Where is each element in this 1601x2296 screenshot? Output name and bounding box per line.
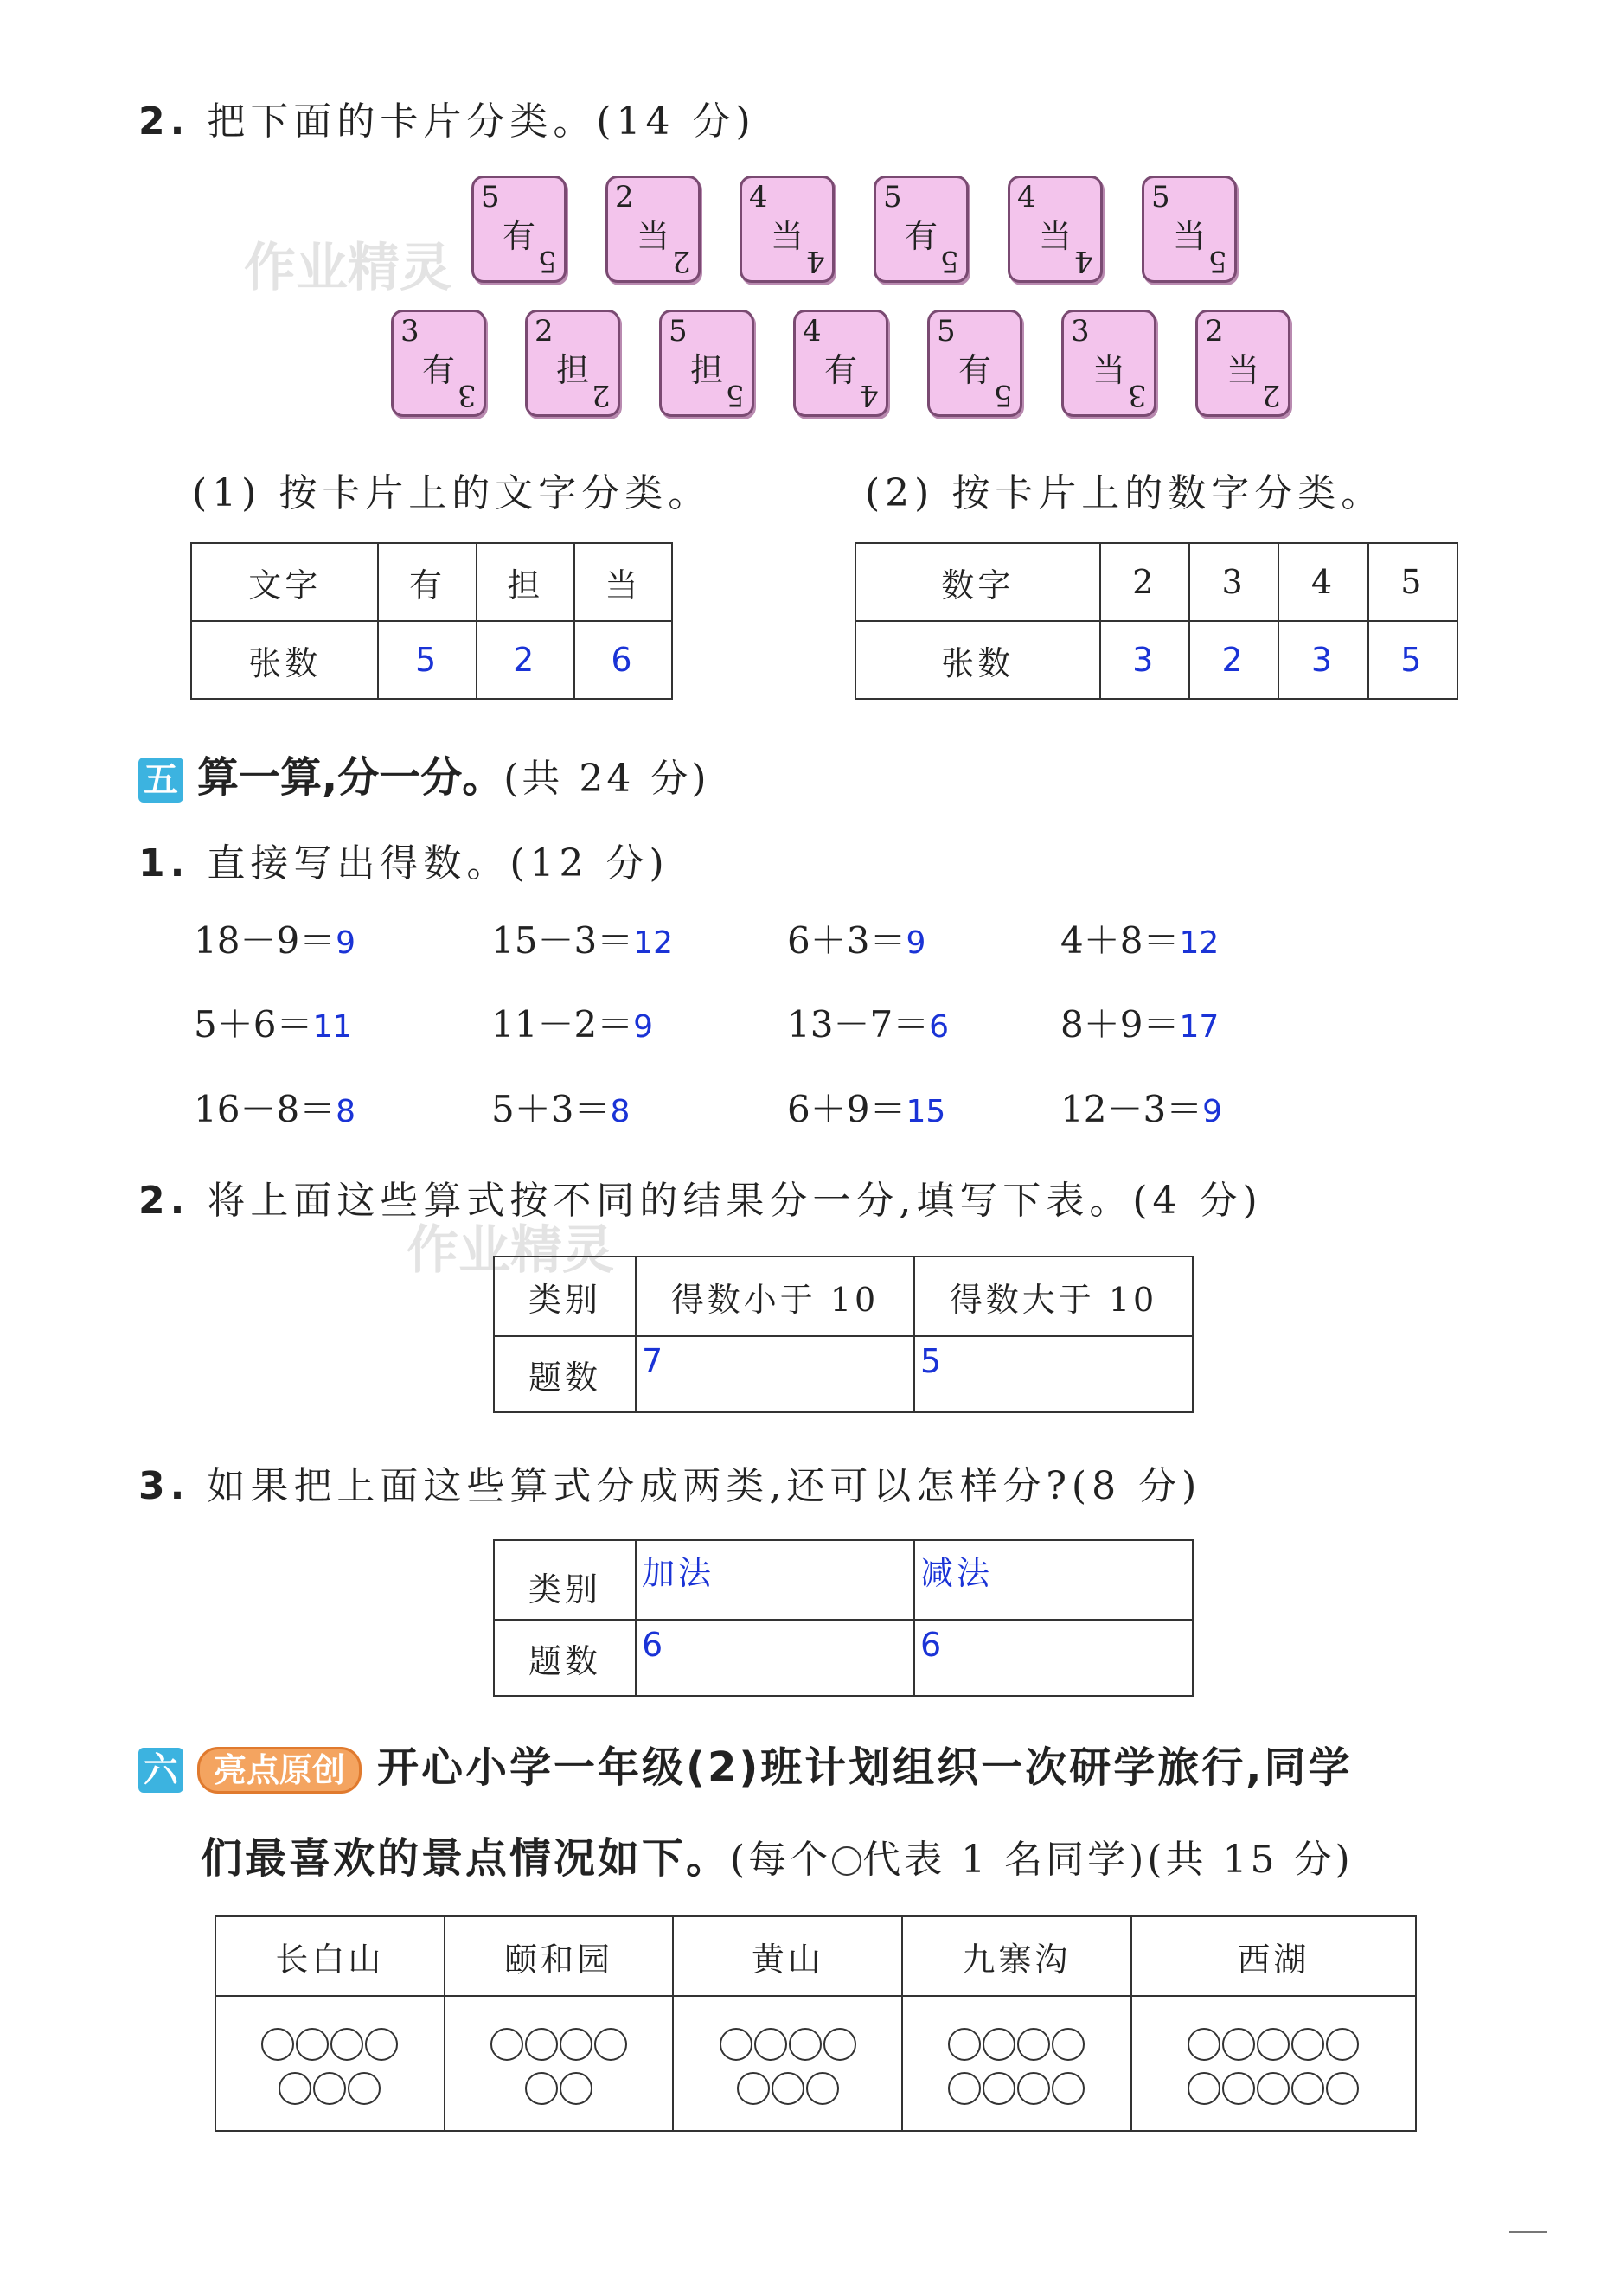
header-cell: 有 [378,543,476,621]
answer-cell: 减法 [914,1540,1193,1620]
header-cell: 4 [1278,543,1367,621]
card [793,310,888,417]
equation [194,1081,355,1133]
circle-icon [754,2028,787,2061]
equation [491,912,673,964]
answer-cell: 3 [1100,621,1189,699]
card [927,310,1022,417]
subquestion-1: (1) 按卡片上的文字分类。 [192,471,712,515]
question-5-3: 3. 如果把上面这些算式分成两类,还可以怎样分?(8 分) [138,1464,1202,1508]
card-number-rotated: 5 [538,244,557,278]
section-badge: 六 [138,1748,183,1793]
spot-circles [445,1996,674,2131]
card-character: 担 [689,351,723,389]
circle-icon [560,2072,592,2105]
watermark: 作业精灵 [244,238,451,298]
circle-icon [737,2072,770,2105]
card-number: 5 [669,314,688,349]
answer-cell: 6 [636,1620,914,1696]
circle-icon [1291,2028,1324,2061]
equation-expression: 13－7＝ [787,1003,930,1046]
card-number-rotated: 5 [1208,244,1227,278]
card [1142,176,1237,283]
equation-answer: 6 [929,1009,950,1045]
circle-icon [1017,2028,1050,2061]
equation-answer: 12 [1179,925,1220,961]
answer-cell: 2 [477,621,574,699]
card-number: 2 [1205,314,1224,349]
row-label: 题数 [494,1336,636,1412]
circle-icon [1257,2028,1290,2061]
table-by-result [493,1256,1194,1413]
equation-expression: 5＋3＝ [491,1088,611,1130]
row-label: 张数 [855,621,1100,699]
subquestion-2: (2) 按卡片上的数字分类。 [865,471,1385,515]
circle-icon [806,2072,839,2105]
answer-cell: 5 [914,1336,1193,1412]
page-divider [1509,2231,1547,2233]
equation-answer: 8 [336,1094,356,1129]
header-cell: 数字 [855,543,1100,621]
spot-circles [1131,1996,1416,2131]
equation [1060,996,1219,1048]
card-number: 4 [749,180,768,214]
card-number: 5 [1151,180,1170,214]
equation-answer: 9 [336,925,356,961]
circle-icon [296,2028,329,2061]
circle-icon [823,2028,856,2061]
circle-icon [948,2072,981,2105]
card [525,310,620,417]
answer-cell: 2 [1189,621,1278,699]
header-cell: 2 [1100,543,1189,621]
equation-expression: 4＋8＝ [1060,919,1180,962]
equation-answer: 15 [906,1094,946,1129]
spot-name: 黄山 [673,1916,902,1996]
equation-answer: 8 [610,1094,631,1129]
circle-icon [1291,2072,1324,2105]
question-5-1: 1. 直接写出得数。(12 分) [138,841,669,886]
row-label: 题数 [494,1620,636,1696]
card-character: 有 [823,351,857,389]
card-character: 当 [1092,351,1125,389]
equation [787,996,949,1048]
spot-name: 九寨沟 [902,1916,1131,1996]
original-tag: 亮点原创 [197,1747,362,1794]
card-character: 当 [1226,351,1259,389]
card [471,176,567,283]
card-number-rotated: 2 [592,378,611,413]
section-6-line-1: 六 亮点原创 开心小学一年级(2)班计划组织一次研学旅行,同学 [138,1734,1353,1794]
circle-icon [1326,2028,1359,2061]
equation-expression: 16－8＝ [194,1088,336,1130]
equation-answer: 9 [633,1009,654,1045]
equation [491,1081,630,1133]
favorite-spots-table [215,1915,1417,2132]
answer-cell: 6 [914,1620,1193,1696]
card-character: 当 [770,217,804,255]
header-cell: 类别 [494,1257,636,1336]
card-character: 有 [421,351,455,389]
equation-expression: 5＋6＝ [194,1003,313,1046]
circle-icon [279,2072,311,2105]
card-number: 5 [481,180,500,214]
header-cell: 得数大于 10 [914,1257,1193,1336]
spot-name: 西湖 [1131,1916,1416,1996]
equation-expression: 18－9＝ [194,919,336,962]
equation-expression: 12－3＝ [1060,1088,1203,1130]
card-number-rotated: 3 [1128,378,1147,413]
circle-legend-icon [832,1846,861,1876]
circle-icon [1222,2072,1255,2105]
equation-answer: 12 [633,925,673,961]
circle-icon [1222,2028,1255,2061]
circle-icon [1188,2072,1220,2105]
card-number: 2 [535,314,554,349]
card [659,310,754,417]
card-number-rotated: 3 [458,378,477,413]
header-cell: 3 [1189,543,1278,621]
card-number-rotated: 2 [672,244,691,278]
answer-cell: 5 [1368,621,1457,699]
card-character: 当 [1038,217,1072,255]
circle-icon [1017,2072,1050,2105]
circle-icon [789,2028,822,2061]
answer-cell: 加法 [636,1540,914,1620]
spot-circles [902,1996,1131,2131]
table-by-text [190,542,673,700]
circle-icon [313,2072,346,2105]
spot-circles [673,1996,902,2131]
card-number: 5 [937,314,956,349]
header-cell: 类别 [494,1540,636,1620]
equation-expression: 6＋3＝ [787,919,906,962]
spot-circles [215,1996,445,2131]
section-6-line-2: 们最喜欢的景点情况如下。(每个 代表 1 名同学)(共 15 分) [201,1834,1354,1883]
card [874,176,969,283]
equation [1060,912,1219,964]
card-number: 4 [803,314,822,349]
circle-icon [261,2028,294,2061]
header-cell: 得数小于 10 [636,1257,914,1336]
spot-name: 长白山 [215,1916,445,1996]
card-character: 担 [555,351,589,389]
card-number: 5 [883,180,902,214]
circle-icon [1052,2028,1085,2061]
circle-icon [1188,2028,1220,2061]
answer-cell: 5 [378,621,476,699]
card-number: 3 [400,314,419,349]
question-2: 2. 把下面的卡片分类。(14 分) [138,99,756,144]
card-number: 2 [615,180,634,214]
card-number-rotated: 5 [994,378,1013,413]
circle-icon [365,2028,398,2061]
circle-icon [525,2028,558,2061]
section-5-header: 五 算一算,分一分。(共 24 分) [138,744,710,803]
header-cell: 当 [574,543,672,621]
equation-answer: 17 [1179,1009,1220,1045]
equation-expression: 8＋9＝ [1060,1003,1180,1046]
card-character: 有 [502,217,535,255]
watermark: 作业精灵 [407,1220,614,1281]
answer-cell: 3 [1278,621,1367,699]
equation-answer: 9 [906,925,926,961]
equation-answer: 11 [312,1009,353,1045]
equation-expression: 15－3＝ [491,919,634,962]
table-by-number [855,542,1458,700]
equation-expression: 11－2＝ [491,1003,634,1046]
circle-icon [330,2028,363,2061]
answer-cell: 6 [574,621,672,699]
card [740,176,835,283]
header-cell: 5 [1368,543,1457,621]
circle-icon [1257,2072,1290,2105]
question-5-2: 2. 将上面这些算式按不同的结果分一分,填写下表。(4 分) [138,1179,1263,1223]
card-number-rotated: 2 [1262,378,1281,413]
spot-name: 颐和园 [445,1916,674,1996]
card-number-rotated: 5 [726,378,745,413]
card-number-rotated: 5 [940,244,959,278]
circle-icon [948,2028,981,2061]
equation [787,912,925,964]
table-by-operation [493,1539,1194,1697]
circle-icon [348,2072,381,2105]
circle-icon [1052,2072,1085,2105]
card [1061,310,1156,417]
card [391,310,486,417]
circle-icon [594,2028,627,2061]
equation [1060,1081,1222,1133]
header-cell: 文字 [191,543,378,621]
card [1195,310,1290,417]
card-number-rotated: 4 [806,244,825,278]
row-label: 张数 [191,621,378,699]
card-character: 有 [957,351,991,389]
card [605,176,701,283]
answer-cell: 7 [636,1336,914,1412]
header-cell: 担 [477,543,574,621]
circle-icon [525,2072,558,2105]
equation [194,996,352,1048]
card-character: 有 [904,217,938,255]
card-number-rotated: 4 [1074,244,1093,278]
section-badge: 五 [138,758,183,803]
card-number: 4 [1017,180,1036,214]
card-character: 当 [636,217,669,255]
card [1008,176,1103,283]
card-character: 当 [1172,217,1206,255]
equation-expression: 6＋9＝ [787,1088,906,1130]
circle-icon [490,2028,523,2061]
equation [491,996,653,1048]
equation [787,1081,945,1133]
card-number: 3 [1071,314,1090,349]
equation-answer: 9 [1202,1094,1223,1129]
circle-icon [983,2072,1015,2105]
circle-icon [1326,2072,1359,2105]
circle-icon [772,2072,804,2105]
equation [194,912,355,964]
circle-icon [720,2028,752,2061]
card-number-rotated: 4 [860,378,879,413]
circle-icon [560,2028,592,2061]
circle-icon [983,2028,1015,2061]
